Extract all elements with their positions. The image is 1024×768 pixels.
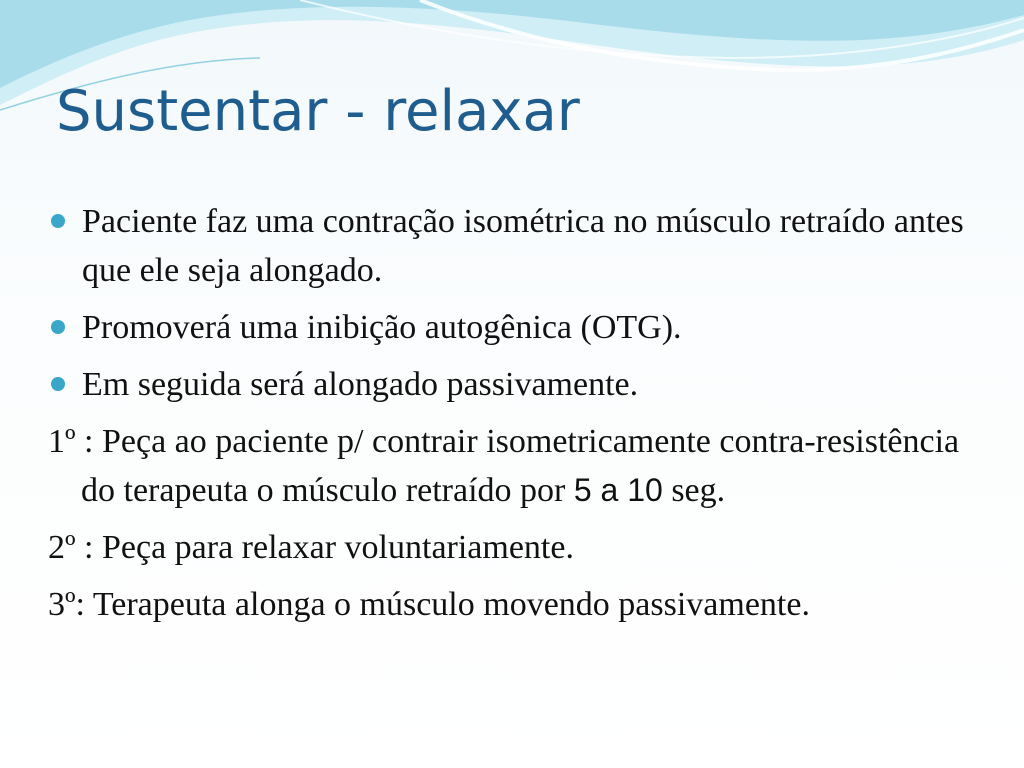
step-label: 2º : [48,529,102,566]
slide-title: Sustentar - relaxar [56,79,580,144]
step-item [48,417,978,515]
bullet-item [48,360,978,409]
step-text: Terapeuta alonga o músculo movendo passivamente. [92,586,810,623]
bullet-dot-icon [51,214,65,228]
bullet-dot-icon [51,377,65,391]
bullet-item [48,197,978,295]
slide-content [48,197,978,637]
step-label: 1º : [48,423,102,460]
bullet-item [48,303,978,352]
step-suffix: seg. [662,472,726,509]
bullet-text: Em seguida será alongado passivamente. [82,366,639,403]
step-label: 3º: [48,586,93,623]
bullet-text: Paciente faz uma contração isométrica no músculo retraído antes que ele seja alongado. [82,203,964,289]
step-text: Peça ao paciente p/ contrair isometricamente contra-resistência do terapeuta o músculo retraído por [81,423,960,509]
step-item [48,580,978,629]
bullet-text: Promoverá uma inibição autogênica (OTG). [82,309,682,346]
bullet-dot-icon [51,320,65,334]
step-text: Peça para relaxar voluntariamente. [102,529,574,566]
duration-value: 5 a 10 [573,472,663,508]
step-item [48,523,978,572]
